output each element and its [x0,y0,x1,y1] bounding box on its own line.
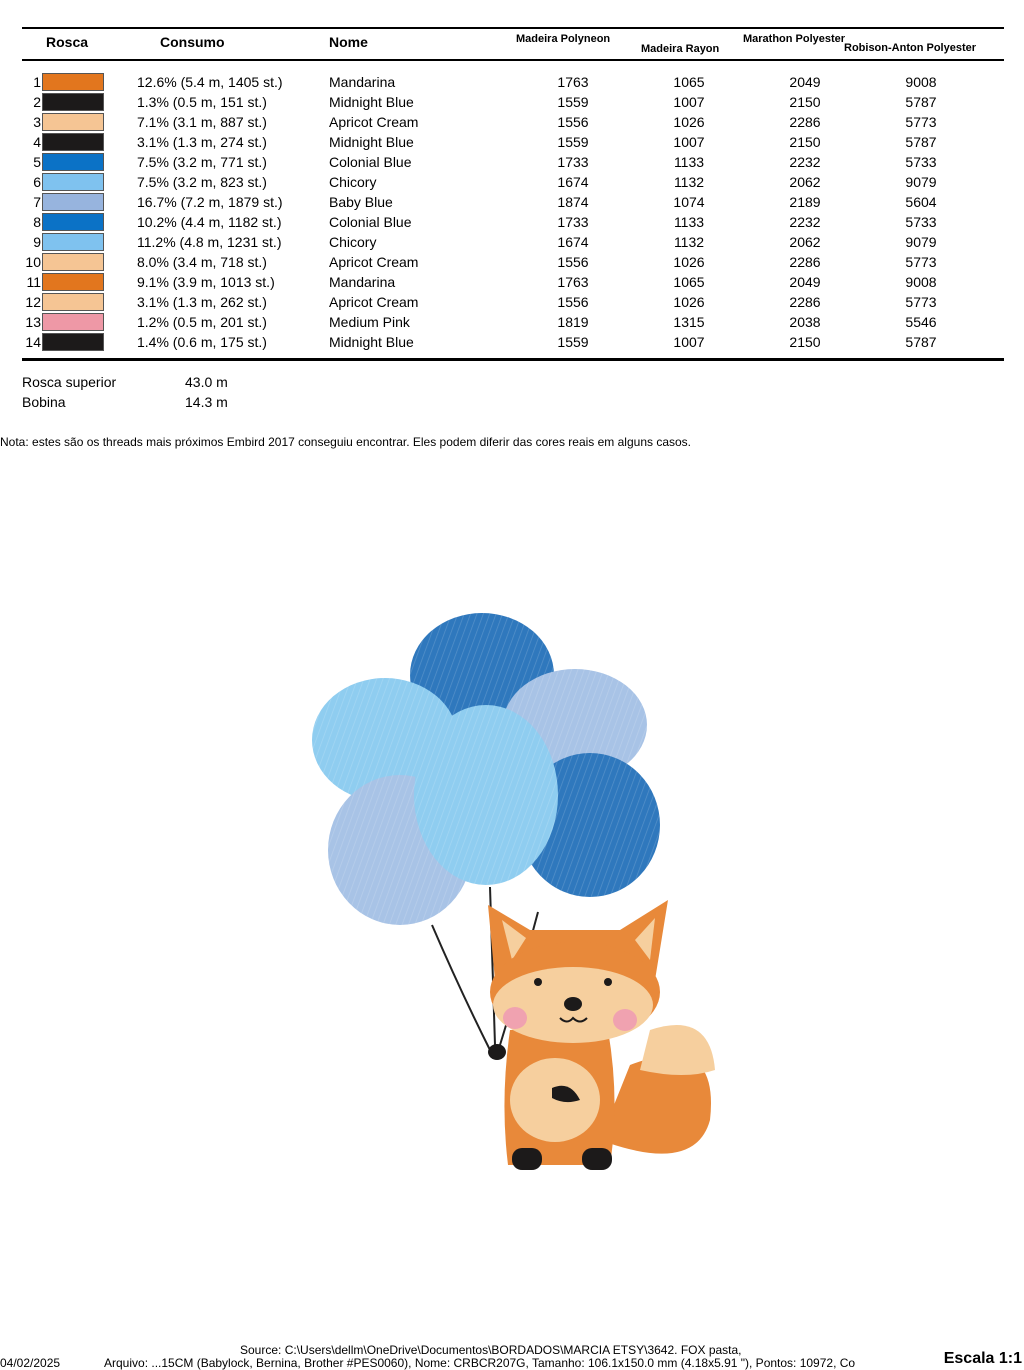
marathon-polyester-code: 2232 [789,154,821,170]
madeira-rayon-code: 1065 [673,74,705,90]
color-swatch [42,273,104,291]
marathon-polyester-code: 2286 [789,254,821,270]
robison-anton-code: 5733 [905,154,937,170]
table-row [0,312,1024,332]
footer-date: 04/02/2025 [0,1356,61,1370]
thread-number: 10 [25,254,41,270]
marathon-polyester-code: 2150 [789,334,821,350]
total-bobina-value: 14.3 m [185,394,228,410]
thread-name: Mandarina [329,74,396,90]
madeira-polyneon-code: 1819 [557,314,589,330]
madeira-rayon-code: 1007 [673,94,705,110]
table-row [0,232,1024,252]
marathon-polyester-code: 2062 [789,174,821,190]
thread-consumption: 1.4% (0.6 m, 175 st.) [137,334,267,350]
color-swatch [42,293,104,311]
table-row [0,292,1024,312]
robison-anton-code: 9079 [905,174,937,190]
thread-consumption: 7.1% (3.1 m, 887 st.) [137,114,267,130]
thread-name: Medium Pink [329,314,410,330]
table-row [0,212,1024,232]
header-consumo: Consumo [160,34,225,50]
thread-number: 11 [26,274,41,290]
thread-name: Chicory [329,174,377,190]
color-swatch [42,153,104,171]
thread-number: 6 [33,174,41,190]
table-row [0,192,1024,212]
robison-anton-code: 5773 [905,254,937,270]
thread-number: 9 [33,234,41,250]
madeira-rayon-code: 1133 [673,214,705,230]
color-swatch [42,73,104,91]
color-swatch [42,333,104,351]
madeira-rayon-code: 1132 [673,174,705,190]
thread-name: Apricot Cream [329,254,419,270]
robison-anton-code: 9008 [905,274,937,290]
table-row [0,112,1024,132]
thread-name: Colonial Blue [329,154,412,170]
thread-consumption: 11.2% (4.8 m, 1231 st.) [137,234,282,250]
robison-anton-code: 9008 [905,74,937,90]
fox-paw [488,1044,506,1060]
thread-name: Chicory [329,234,377,250]
footer-scale: Escala 1:1 [943,1350,1022,1367]
thread-consumption: 8.0% (3.4 m, 718 st.) [137,254,267,270]
thread-number: 4 [33,134,41,150]
header-nome: Nome [329,34,368,50]
thread-consumption: 7.5% (3.2 m, 771 st.) [137,154,267,170]
table-row [0,72,1024,92]
color-swatch [42,113,104,131]
table-bottom-rule [22,358,1004,361]
robison-anton-code: 5773 [905,114,937,130]
robison-anton-code: 5604 [905,194,937,210]
table-row [0,152,1024,172]
thread-number: 5 [33,154,41,170]
thread-name: Apricot Cream [329,294,419,310]
robison-anton-code: 5546 [905,314,937,330]
table-row [0,332,1024,352]
madeira-rayon-code: 1132 [673,234,705,250]
robison-anton-code: 5787 [905,94,937,110]
madeira-polyneon-code: 1556 [557,114,589,130]
marathon-polyester-code: 2038 [789,314,821,330]
madeira-rayon-code: 1026 [673,254,705,270]
color-swatch [42,133,104,151]
madeira-rayon-code: 1065 [673,274,705,290]
thread-number: 2 [33,94,41,110]
thread-name: Midnight Blue [329,94,414,110]
color-swatch [42,173,104,191]
header-madeira-rayon: Madeira Rayon [641,43,720,55]
thread-number: 3 [33,114,41,130]
marathon-polyester-code: 2150 [789,94,821,110]
marathon-polyester-code: 2286 [789,114,821,130]
table-row [0,92,1024,112]
table-row [0,272,1024,292]
thread-number: 13 [25,314,41,330]
madeira-polyneon-code: 1559 [557,334,589,350]
thread-table [0,72,1024,352]
thread-consumption: 16.7% (7.2 m, 1879 st.) [137,194,283,210]
color-swatch [42,313,104,331]
thread-name: Midnight Blue [329,134,414,150]
marathon-polyester-code: 2049 [789,74,821,90]
thread-consumption: 10.2% (4.4 m, 1182 st.) [137,214,282,230]
thread-number: 12 [25,294,41,310]
total-bobina-label: Bobina [22,394,66,410]
madeira-polyneon-code: 1874 [557,194,589,210]
marathon-polyester-code: 2150 [789,134,821,150]
total-superior-value: 43.0 m [185,374,228,390]
robison-anton-code: 5787 [905,134,937,150]
thread-consumption: 1.2% (0.5 m, 201 st.) [137,314,267,330]
thread-number: 7 [33,194,41,210]
marathon-polyester-code: 2232 [789,214,821,230]
thread-name: Mandarina [329,274,396,290]
color-swatch [42,253,104,271]
thread-consumption: 3.1% (1.3 m, 262 st.) [137,294,267,310]
thread-consumption: 3.1% (1.3 m, 274 st.) [137,134,267,150]
thread-number: 1 [33,74,41,90]
madeira-rayon-code: 1133 [673,154,705,170]
marathon-polyester-code: 2189 [789,194,821,210]
madeira-polyneon-code: 1674 [557,174,589,190]
madeira-polyneon-code: 1674 [557,234,589,250]
marathon-polyester-code: 2286 [789,294,821,310]
robison-anton-code: 9079 [905,234,937,250]
header-rosca: Rosca [46,34,89,50]
robison-anton-code: 5773 [905,294,937,310]
madeira-rayon-code: 1007 [673,334,705,350]
color-swatch [42,213,104,231]
madeira-polyneon-code: 1559 [557,134,589,150]
header-madeira-polyneon: Madeira Polyneon [516,33,611,45]
fox-head [488,900,668,1043]
balloon-string [432,925,490,1050]
robison-anton-code: 5733 [905,214,937,230]
note-text: Nota: estes são os threads mais próximos Embird 2017 conseguiu encontrar. Eles podem diferir das cores reais em alguns casos. [0,435,692,449]
marathon-polyester-code: 2062 [789,234,821,250]
fox-body [504,1030,614,1170]
balloon-light-blue-front [414,705,558,885]
madeira-polyneon-code: 1556 [557,294,589,310]
madeira-rayon-code: 1074 [673,194,705,210]
robison-anton-code: 5787 [905,334,937,350]
footer-file-info: Arquivo: ...15CM (Babylock, Bernina, Brother #PES0060), Nome: CRBCR207G, Tamanho: 106.1x150.0 mm (4.18x5.91 "), Pontos: 10972, Co [104,1356,856,1370]
madeira-polyneon-code: 1763 [557,74,589,90]
table-row [0,252,1024,272]
madeira-rayon-code: 1026 [673,294,705,310]
madeira-rayon-code: 1026 [673,114,705,130]
thread-consumption: 7.5% (3.2 m, 823 st.) [137,174,267,190]
color-swatch [42,233,104,251]
fox-tail [600,1025,715,1154]
fox-with-balloons-embroidery [290,600,750,1200]
madeira-polyneon-code: 1559 [557,94,589,110]
madeira-rayon-code: 1315 [673,314,705,330]
header-robison-anton-polyester: Robison-Anton Polyester [844,42,977,54]
thread-name: Apricot Cream [329,114,419,130]
color-swatch [42,93,104,111]
madeira-polyneon-code: 1763 [557,274,589,290]
thread-consumption: 12.6% (5.4 m, 1405 st.) [137,74,283,90]
table-top-rule [22,27,1004,29]
marathon-polyester-code: 2049 [789,274,821,290]
thread-number: 8 [33,214,41,230]
thread-consumption: 1.3% (0.5 m, 151 st.) [137,94,267,110]
table-row [0,172,1024,192]
table-row [0,132,1024,152]
header-bottom-rule [22,59,1004,61]
thread-name: Baby Blue [329,194,393,210]
madeira-polyneon-code: 1556 [557,254,589,270]
color-swatch [42,193,104,211]
madeira-rayon-code: 1007 [673,134,705,150]
madeira-polyneon-code: 1733 [557,214,589,230]
thread-consumption: 9.1% (3.9 m, 1013 st.) [137,274,275,290]
footer-source: Source: C:\Users\dellm\OneDrive\Documentos\BORDADOS\MARCIA ETSY\3642. FOX pasta, [240,1343,742,1357]
thread-name: Colonial Blue [329,214,412,230]
madeira-polyneon-code: 1733 [557,154,589,170]
thread-number: 14 [25,334,41,350]
thread-name: Midnight Blue [329,334,414,350]
total-superior-label: Rosca superior [22,374,117,390]
header-marathon-polyester: Marathon Polyester [743,33,846,45]
